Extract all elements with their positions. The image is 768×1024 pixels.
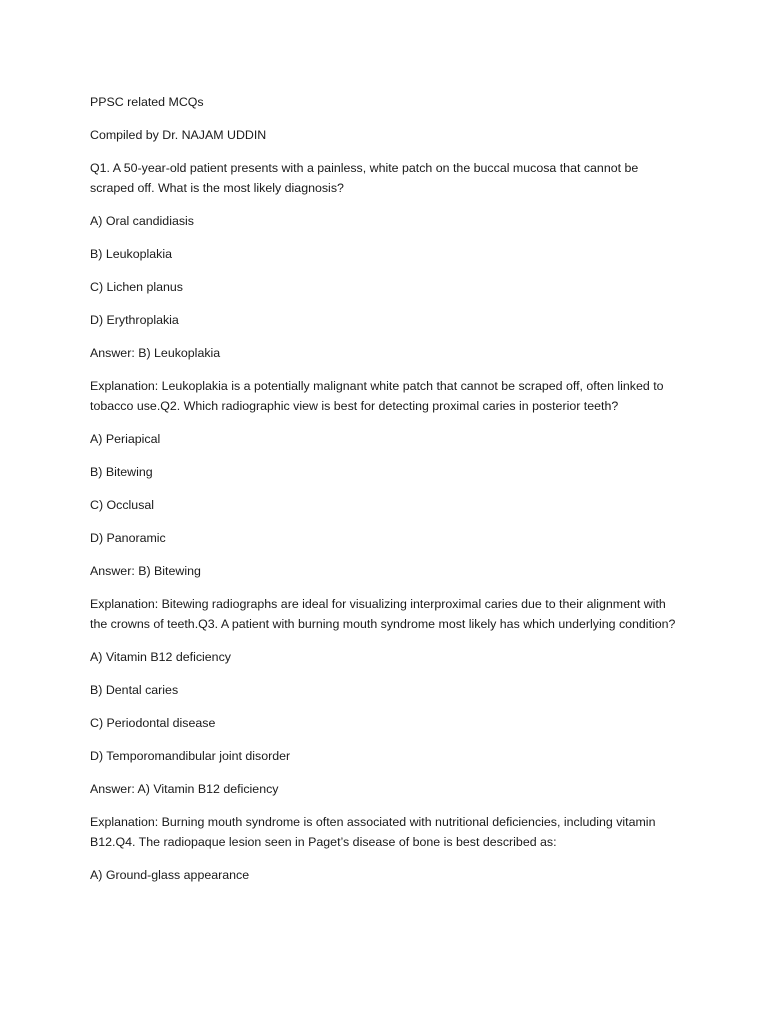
q2-explanation-q3: Explanation: Bitewing radiographs are ideal for visualizing interproximal caries due to their alignment with the crowns of teeth.Q3. A patient with burning mouth syndrome most likely has which underlying condition? xyxy=(90,597,676,631)
question-1: Q1. A 50-year-old patient presents with a painless, white patch on the buccal mucosa that cannot be scraped off. What is the most likely diagnosis? xyxy=(90,161,639,195)
q3-option-b: B) Dental caries xyxy=(90,683,179,697)
document-title: PPSC related MCQs xyxy=(90,95,204,109)
q1-option-d: D) Erythroplakia xyxy=(90,313,179,327)
q1-answer: Answer: B) Leukoplakia xyxy=(90,346,221,360)
q3-explanation-q4: Explanation: Burning mouth syndrome is often associated with nutritional deficiencies, including vitamin B12.Q4. The radiopaque lesion seen in Paget’s disease of bone is best described as: xyxy=(90,815,656,849)
q3-option-d: D) Temporomandibular joint disorder xyxy=(90,749,291,763)
q1-option-c: C) Lichen planus xyxy=(90,280,183,294)
document-body xyxy=(90,92,680,898)
q4-option-a: A) Ground-glass appearance xyxy=(90,868,250,882)
q2-option-b: B) Bitewing xyxy=(90,465,153,479)
q3-option-c: C) Periodontal disease xyxy=(90,716,216,730)
q2-answer: Answer: B) Bitewing xyxy=(90,564,201,578)
document-author: Compiled by Dr. NAJAM UDDIN xyxy=(90,128,267,142)
q1-option-b: B) Leukoplakia xyxy=(90,247,172,261)
q3-option-a: A) Vitamin B12 deficiency xyxy=(90,650,231,664)
q2-option-c: C) Occlusal xyxy=(90,498,155,512)
q1-option-a: A) Oral candidiasis xyxy=(90,214,194,228)
q2-option-d: D) Panoramic xyxy=(90,531,166,545)
q3-answer: Answer: A) Vitamin B12 deficiency xyxy=(90,782,279,796)
q2-option-a: A) Periapical xyxy=(90,432,161,446)
q1-explanation-q2: Explanation: Leukoplakia is a potentially malignant white patch that cannot be scraped off, often linked to tobacco use.Q2. Which radiographic view is best for detecting proximal caries in posterior teeth? xyxy=(90,379,664,413)
